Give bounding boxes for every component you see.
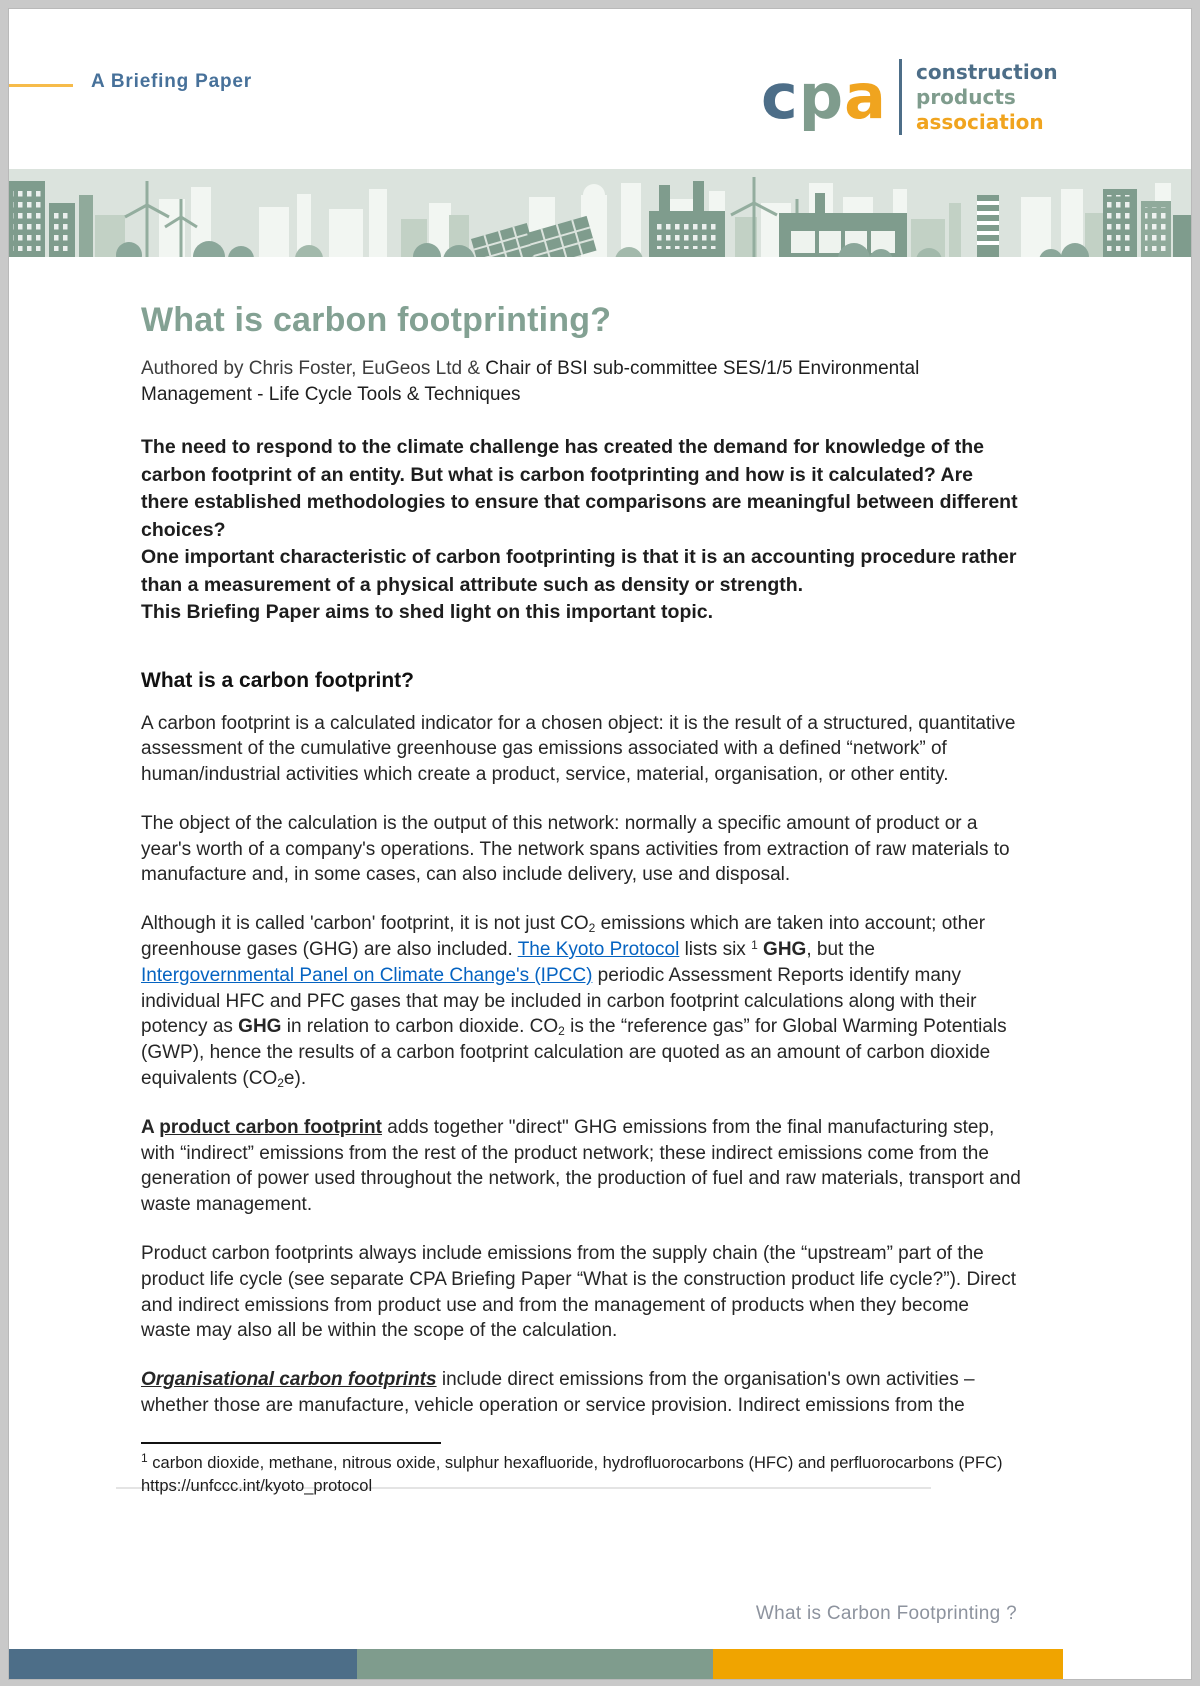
footer-color-bar — [9, 1649, 1063, 1679]
intro-line: The need to respond to the climate challenge has created the demand for knowledge of the carbon footprint of an entity. But what is carbon footprinting and how is it calculated? Are there established methodologies to ensure that comparisons are meaningful between different choices? — [141, 436, 1018, 541]
intro-line: One important characteristic of carbon footprinting is that it is an accounting procedure rather than a measurement of a physical attribute such as density or strength. — [141, 546, 1017, 596]
skyline-banner — [9, 169, 1192, 257]
footer-bar-green-segment — [357, 1649, 713, 1679]
cpa-logo — [761, 59, 1058, 135]
hyperlink[interactable]: The Kyoto Protocol — [517, 939, 680, 961]
logo-line-products: products — [916, 84, 1016, 109]
logo-line-association: association — [916, 109, 1044, 134]
kicker-label: A Briefing Paper — [91, 71, 252, 92]
cpa-logo-letters — [761, 60, 887, 133]
footnote-block — [141, 1442, 1021, 1498]
logo-letter-c: c — [761, 60, 799, 133]
logo-letter-a: a — [844, 60, 887, 133]
document-page — [8, 8, 1192, 1680]
paragraph: A product carbon footprint adds together "direct" GHG emissions from the final manufacturing step, with “indirect” emissions from the rest of the product network; these indirect emissions come from the generation of power used throughout the network, the production of fuel and raw materials, transport and waste management. — [141, 1116, 1021, 1216]
logo-divider — [899, 59, 902, 135]
intro-summary — [141, 434, 1021, 627]
body-paragraphs — [141, 711, 1021, 1419]
logo-letter-p: p — [798, 60, 845, 133]
intro-line: This Briefing Paper aims to shed light on this important topic. — [141, 601, 714, 623]
footnote-separator — [141, 1442, 441, 1444]
skyline-illustration — [9, 169, 1192, 257]
section-heading: What is a carbon footprint? — [141, 668, 414, 692]
page-title: What is carbon footprinting? — [141, 301, 612, 339]
paragraph: Organisational carbon footprints include direct emissions from the organisation's own activities – whether those are manufacture, vehicle operation or service provision. Indirect emissions from the — [141, 1369, 975, 1417]
document-content — [141, 257, 1021, 1498]
running-footer-title: What is Carbon Footprinting ? — [755, 1603, 1017, 1624]
footer-bar-orange-segment — [713, 1649, 1063, 1679]
paragraph: A carbon footprint is a calculated indicator for a chosen object: it is the result of a structured, quantitative assessment of the cumulative greenhouse gas emissions associated with a defined “network” of human/industrial activities which create a product, service, material, organisation, or other entity. — [141, 712, 1016, 786]
logo-line-construction: construction — [916, 59, 1058, 84]
striped-tower — [977, 195, 999, 257]
footer-bar-slate-segment — [9, 1649, 357, 1679]
paragraph: The object of the calculation is the output of this network: normally a specific amount of product or a year's worth of a company's operations. The network spans activities from extraction of raw materials to manufacture and, in some cases, can also include delivery, use and disposal. — [141, 812, 1010, 886]
paragraph: Product carbon footprints always include emissions from the supply chain (the “upstream” part of the product life cycle (see separate CPA Briefing Paper “What is the construction product life cycle?”). Direct and indirect emissions from product use and from the management of products when they become waste may also all be within the scope of the calculation. — [141, 1243, 1017, 1342]
paragraph: Although it is called 'carbon' footprint, it is not just $CO_2$ emissions which are taken into account; other greenhouse gases (GHG) are also included. The Kyoto Protocol lists six $^1$ GHG, but the Intergovernmental Panel on Climate Change's (IPCC) periodic Assessment Reports identify many individual HFC and PFC gases that may be included in carbon footprint calculations along with their potency as GHG in relation to carbon dioxide. $CO_2$ is the “reference gas” for Global Warming Potentials (GWP), hence the results of a carbon footprint calculation are quoted as an amount of carbon dioxide equivalents $(CO_2e)$. — [141, 913, 1007, 1091]
byline: Authored by Chris Foster, EuGeos Ltd & Chair of BSI sub-committee SES/1/5 Environmental Management - Life Cycle Tools & Techniques — [141, 358, 920, 405]
logo-wordmark — [916, 60, 1058, 135]
kicker-accent-line — [9, 84, 73, 87]
hyperlink[interactable]: Intergovernmental Panel on Climate Change's (IPCC) — [141, 964, 593, 986]
footnote-text: $^1$ carbon dioxide, methane, nitrous oxide, sulphur hexafluoride, hydrofluorocarbons (HFC) and perfluorocarbons (PFC) https://unfccc.int/kyoto_protocol — [141, 1450, 1003, 1495]
